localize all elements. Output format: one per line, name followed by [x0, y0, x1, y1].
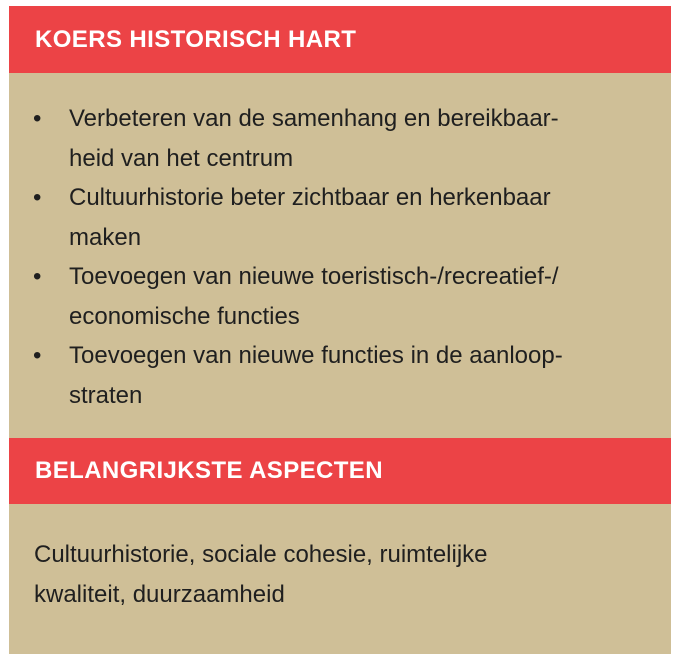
aspects-line: Cultuurhistorie, sociale cohesie, ruimtelijke — [34, 541, 488, 568]
list-item — [9, 336, 671, 415]
list-item — [9, 178, 671, 257]
info-panel — [9, 6, 671, 654]
bullet-icon: • — [33, 263, 42, 290]
aspects-text — [34, 535, 644, 615]
section-title: KOERS HISTORISCH HART — [35, 25, 357, 53]
list-item-line: economische functies — [69, 302, 300, 330]
list-item-line: Verbeteren van de samenhang en bereikbaar- — [69, 105, 559, 132]
section-header-koers — [9, 6, 671, 73]
bullet-list — [9, 99, 671, 415]
list-item-line: Cultuurhistorie beter zichtbaar en herkenbaar — [69, 184, 551, 211]
list-item — [9, 99, 671, 178]
bullet-icon: • — [33, 105, 42, 132]
list-item — [9, 257, 671, 336]
bullet-icon: • — [33, 342, 42, 369]
list-item-line: straten — [69, 381, 143, 409]
aspects-line: kwaliteit, duurzaamheid — [34, 581, 285, 608]
list-item-line: heid van het centrum — [69, 144, 294, 172]
section-title: BELANGRIJKSTE ASPECTEN — [35, 457, 383, 484]
list-item-line: Toevoegen van nieuwe toeristisch-/recreatief-/ — [69, 263, 559, 290]
bullet-icon: • — [33, 184, 42, 211]
list-item-line: maken — [69, 223, 142, 251]
section-header-aspecten — [9, 438, 671, 504]
list-item-line: Toevoegen van nieuwe functies in de aanloop- — [69, 342, 563, 369]
